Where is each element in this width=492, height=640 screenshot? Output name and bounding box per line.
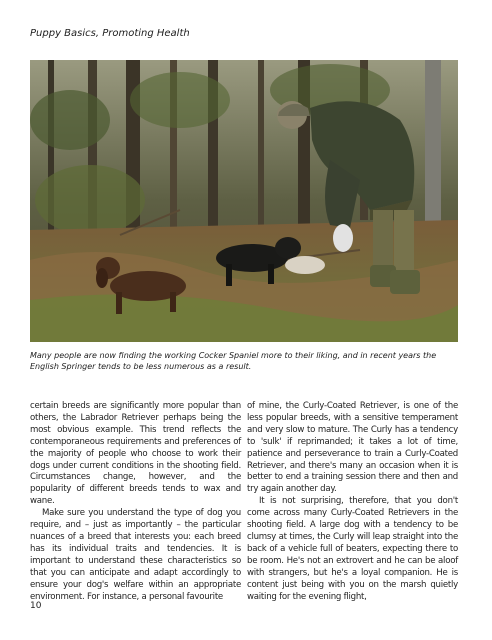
woodland-scene-illustration bbox=[30, 60, 458, 342]
photo-caption: Many people are now finding the working Cocker Spaniel more to their liking, and in recent years the English Springer tends to be less numerous as a result. bbox=[30, 351, 437, 371]
left-column bbox=[30, 401, 241, 601]
paragraph: certain breeds are significantly more popular than others, the Labrador Retriever perhaps being the most obvious example. This trend reflects the contemporaneous requirements and preferences of the majority of people who choose to work their dogs under current conditions in the shooting field. Circumstances change, however, and the popularity of different breeds tends to wax and wane. bbox=[30, 401, 241, 507]
paragraph: of mine, the Curly-Coated Retriever, is one of the less popular breeds, with a sensitive temperament and very slow to mature. The Curly has a tendency to 'sulk' if reprimanded; it takes a lot of time, patience and perseverance to train a Curly-Coated Retriever, and there's many an occasion when it is better to end a training session there and then and try again another day. bbox=[247, 401, 458, 495]
running-header: Puppy Basics, Promoting Health bbox=[30, 28, 190, 39]
body-text bbox=[30, 401, 458, 601]
paragraph: Make sure you understand the type of dog you require, and – just as importantly – the particular nuances of a breed that interests you: each breed has its individual traits and tendencies. It is important to understand these characteristics so that you can anticipate and adapt accordingly to ensure your dog's welfare within an appropriate environment. For instance, a personal favourite bbox=[30, 508, 241, 602]
page-number: 10 bbox=[30, 601, 42, 611]
paragraph: It is not surprising, therefore, that you don't come across many Curly-Coated Retrievers in the shooting field. A large dog with a tendency to be clumsy at times, the Curly will leap straight into the back of a vehicle full of beaters, expecting there to be room. He's not an extrovert and he can be aloof with strangers, but he's a loyal companion. He is content just being with you on the marsh quietly waiting for the evening flight, bbox=[247, 496, 458, 602]
photo-man-with-spaniels bbox=[30, 60, 458, 342]
right-column bbox=[247, 401, 458, 601]
